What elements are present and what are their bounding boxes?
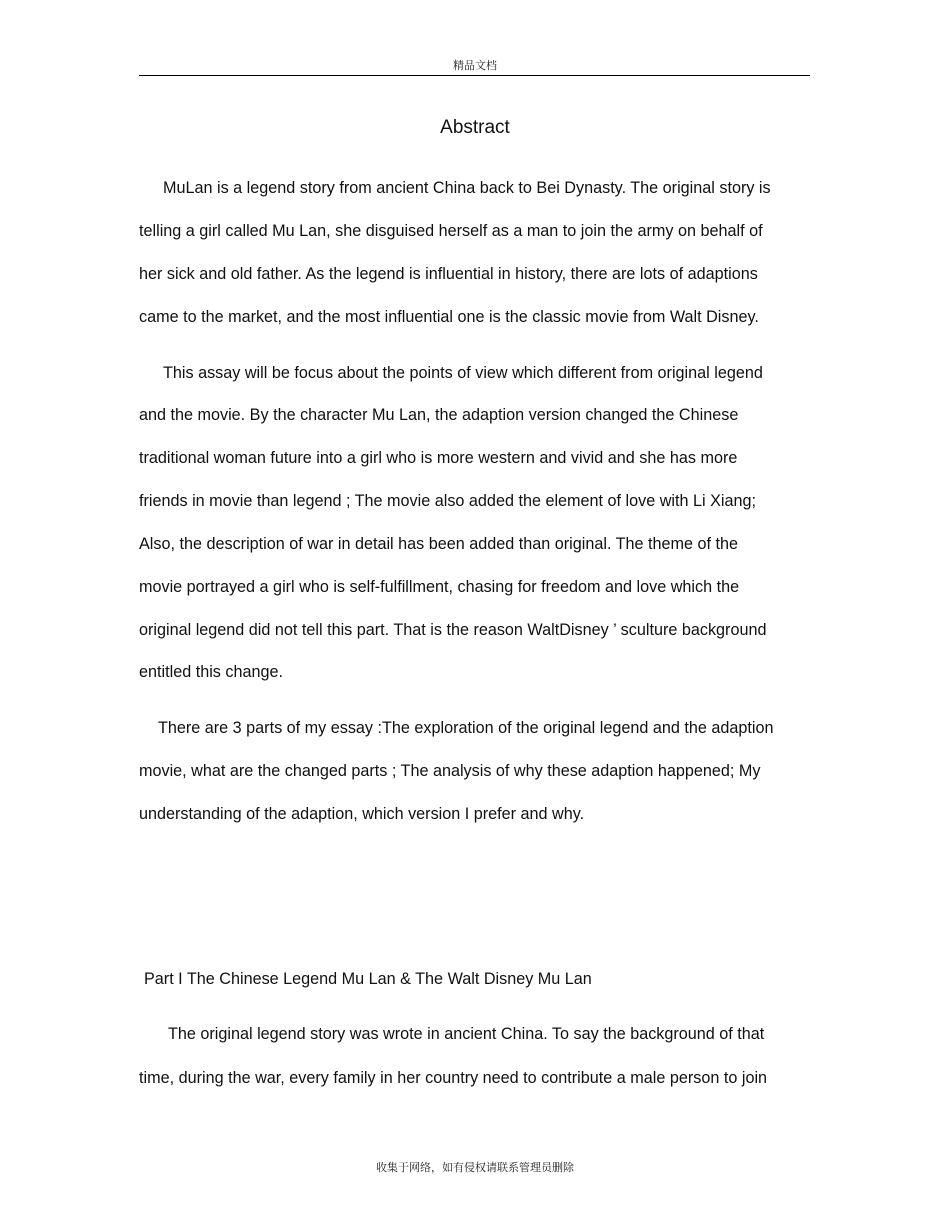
- part1-p1-line-2: time, during the war, every family in her country need to contribute a male person to join: [139, 1069, 768, 1087]
- abstract-p2-line-5: Also, the description of war in detail has been added than original. The theme of the: [139, 535, 739, 553]
- abstract-p2-line-8: entitled this change.: [139, 663, 283, 681]
- page-title: Abstract: [440, 117, 510, 138]
- abstract-p1-line-2: telling a girl called Mu Lan, she disguised herself as a man to join the army on behalf of: [139, 222, 763, 240]
- abstract-p3-line-2: movie, what are the changed parts ; The analysis of why these adaption happened; My: [139, 762, 761, 780]
- abstract-p2-line-2: and the movie. By the character Mu Lan, the adaption version changed the Chinese: [139, 406, 739, 424]
- abstract-p3-line-1: There are 3 parts of my essay :The exploration of the original legend and the adaption: [158, 719, 774, 737]
- header-divider: [139, 75, 810, 76]
- abstract-p2-line-1: This assay will be focus about the points of view which different from original legend: [163, 364, 763, 382]
- section-heading-part-1: Part I The Chinese Legend Mu Lan & The Walt Disney Mu Lan: [144, 970, 592, 988]
- abstract-p3-line-3: understanding of the adaption, which version I prefer and why.: [139, 805, 585, 823]
- page-header-label: 精品文档: [453, 59, 497, 72]
- abstract-p1-line-4: came to the market, and the most influential one is the classic movie from Walt Disney.: [139, 308, 759, 326]
- part1-p1-line-1: The original legend story was wrote in ancient China. To say the background of that: [168, 1025, 765, 1043]
- page-footer-label: 收集于网络，如有侵权请联系管理员删除: [376, 1161, 574, 1174]
- abstract-p2-line-4: friends in movie than legend ; The movie also added the element of love with Li Xiang;: [139, 492, 756, 510]
- abstract-p2-line-3: traditional woman future into a girl who is more western and vivid and she has more: [139, 449, 738, 467]
- abstract-p2-line-7: original legend did not tell this part. That is the reason WaltDisney ’ sculture background: [139, 621, 767, 639]
- abstract-p1-line-1: MuLan is a legend story from ancient China back to Bei Dynasty. The original story is: [163, 179, 771, 197]
- abstract-p1-line-3: her sick and old father. As the legend is influential in history, there are lots of adaptions: [139, 265, 758, 283]
- abstract-p2-line-6: movie portrayed a girl who is self-fulfillment, chasing for freedom and love which the: [139, 578, 740, 596]
